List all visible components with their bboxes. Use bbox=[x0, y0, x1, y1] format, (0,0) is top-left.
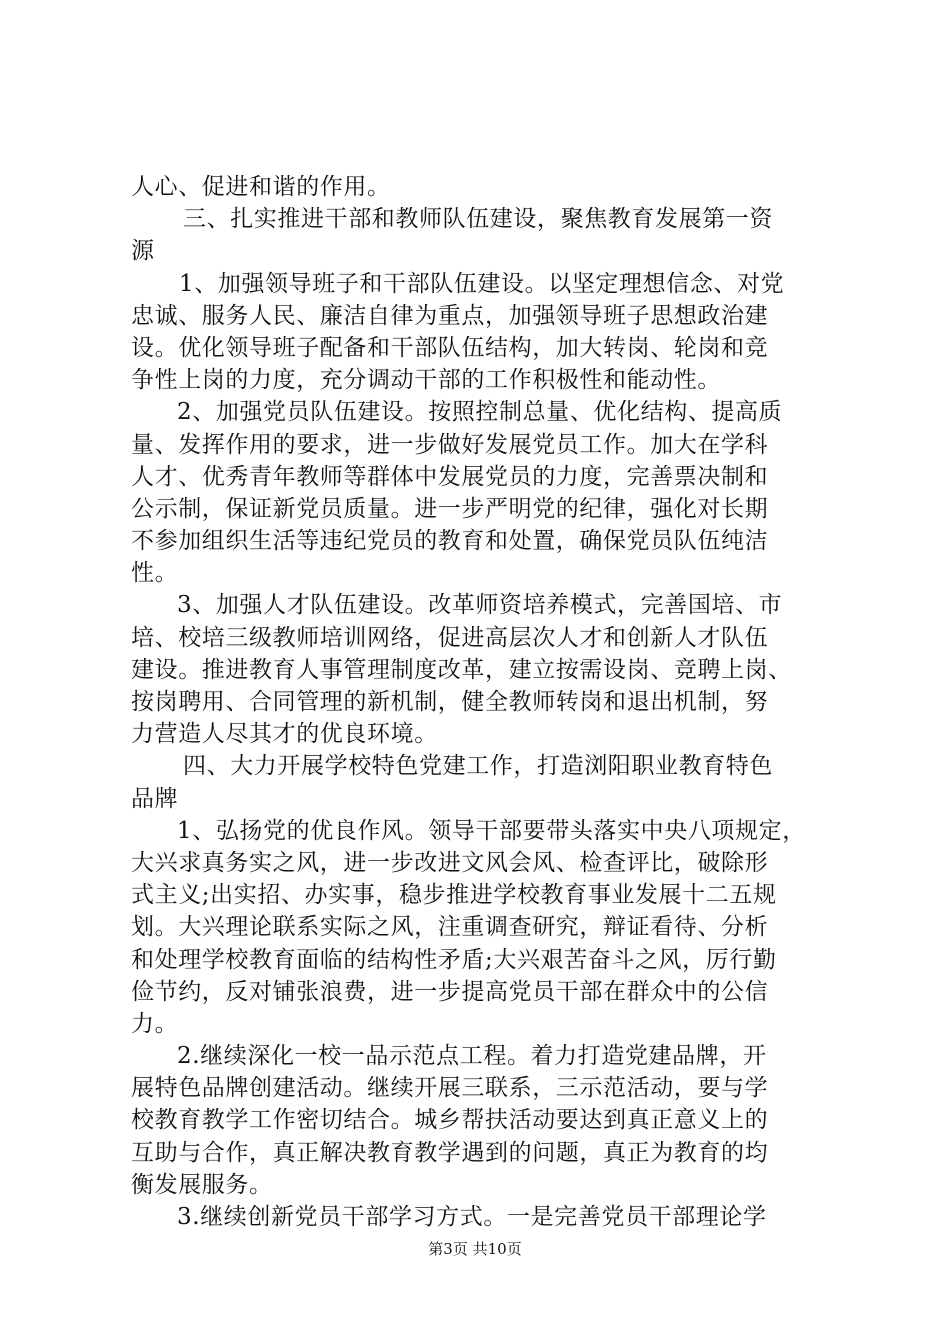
text-line: 3.继续创新党员干部学习方式。一是完善党员干部理论学 bbox=[177, 1204, 767, 1230]
text-line: 争性上岗的力度，充分调动干部的工作积极性和能动性。 bbox=[131, 367, 721, 394]
page-footer: 第3页 共10页 bbox=[428, 1240, 522, 1258]
text-line: 2.继续深化一校一品示范点工程。着力打造党建品牌，开 bbox=[177, 1043, 767, 1070]
text-line: 2、加强党员队伍建设。按照控制总量、优化结构、提高质 bbox=[177, 399, 783, 426]
text-line: 公示制，保证新党员质量。进一步严明党的纪律，强化对长期 bbox=[131, 495, 769, 522]
text-line: 按岗聘用、合同管理的新机制，健全教师转岗和退出机制，努 bbox=[131, 689, 769, 715]
text-line: 3、加强人才队伍建设。改革师资培养模式，完善国培、市 bbox=[177, 592, 783, 619]
text-line: 人心、促进和谐的作用。 bbox=[131, 174, 391, 200]
text-line: 不参加组织生活等违纪党员的教育和处置，确保党员队伍纯洁 bbox=[131, 528, 769, 555]
text-line: 校教育教学工作密切结合。城乡帮扶活动要达到真正意义上的 bbox=[131, 1107, 769, 1134]
text-line: 四、大力开展学校特色党建工作，打造浏阳职业教育特色 bbox=[183, 753, 773, 780]
text-line: 划。大兴理论联系实际之风，注重调查研究，辩证看待、分析 bbox=[131, 914, 769, 941]
text-line: 式主义;出实招、办实事，稳步推进学校教育事业发展十二五规 bbox=[131, 882, 777, 909]
text-line: 性。 bbox=[131, 560, 179, 587]
text-line: 俭节约，反对铺张浪费，进一步提高党员干部在群众中的公信 bbox=[131, 978, 769, 1005]
text-line: 互助与合作，真正解决教育教学遇到的问题，真正为教育的均 bbox=[131, 1139, 769, 1166]
text-line: 力。 bbox=[131, 1010, 179, 1037]
text-line: 量、发挥作用的要求，进一步做好发展党员工作。加大在学科 bbox=[131, 431, 769, 458]
text-line: 设。优化领导班子配备和干部队伍结构，加大转岗、轮岗和竞 bbox=[131, 334, 769, 361]
text-line: 力营造人尽其才的优良环境。 bbox=[131, 721, 438, 748]
text-line: 品牌 bbox=[131, 785, 179, 812]
text-line: 人才、优秀青年教师等群体中发展党员的力度，完善票决制和 bbox=[131, 463, 769, 490]
text-line: 大兴求真务实之风，进一步改进文风会风、检查评比，破除形 bbox=[131, 849, 769, 876]
text-line: 衡发展服务。 bbox=[131, 1171, 273, 1198]
text-line: 源 bbox=[131, 238, 155, 265]
text-line: 建设。推进教育人事管理制度改革，建立按需设岗、竞聘上岗、 bbox=[131, 656, 792, 683]
text-line: 1、弘扬党的优良作风。领导干部要带头落实中央八项规定， bbox=[177, 817, 806, 844]
text-line: 1、加强领导班子和干部队伍建设。以坚定理想信念、对党 bbox=[179, 270, 785, 297]
text-line: 和处理学校教育面临的结构性矛盾;大兴艰苦奋斗之风，厉行勤 bbox=[131, 946, 777, 973]
text-line: 展特色品牌创建活动。继续开展三联系，三示范活动，要与学 bbox=[131, 1075, 769, 1102]
text-line: 培、校培三级教师培训网络，促进高层次人才和创新人才队伍 bbox=[131, 624, 769, 651]
text-line: 三、扎实推进干部和教师队伍建设，聚焦教育发展第一资 bbox=[183, 206, 773, 233]
text-line: 忠诚、服务人民、廉洁自律为重点，加强领导班子思想政治建 bbox=[131, 302, 769, 329]
body-text bbox=[131, 171, 831, 1233]
